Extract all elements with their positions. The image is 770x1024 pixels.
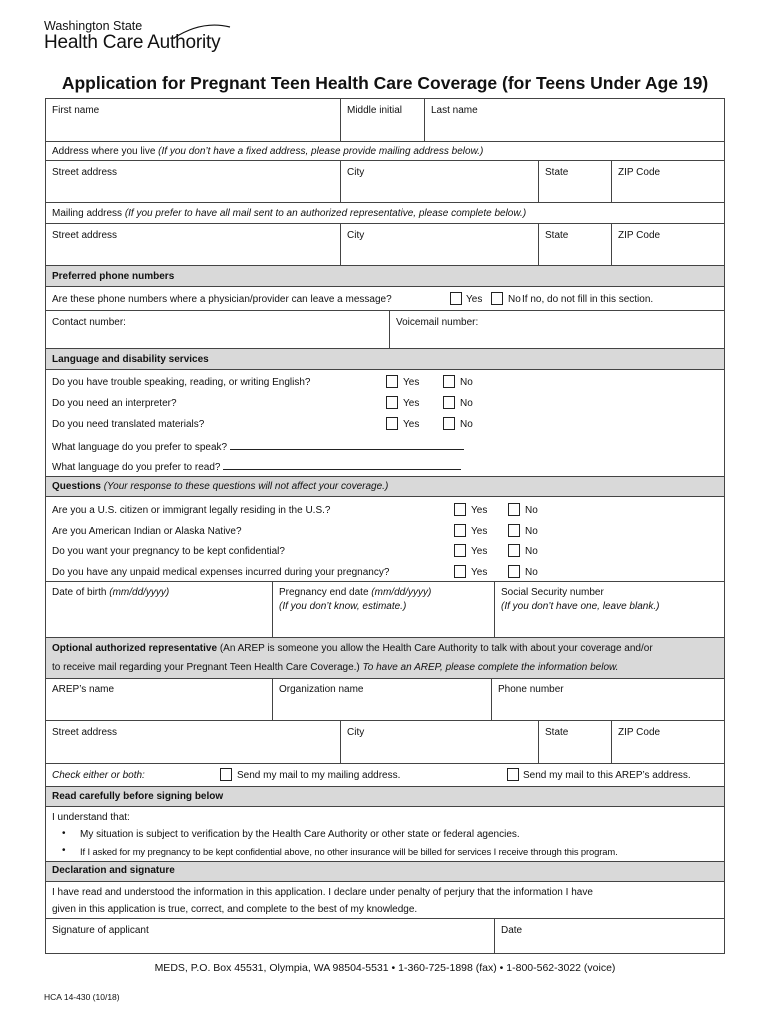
speak-language-row	[52, 439, 464, 454]
declaration-header: Declaration and signature	[52, 865, 175, 876]
last-name-label: Last name	[431, 105, 478, 116]
arep-zip-label: ZIP Code	[618, 727, 661, 738]
confidential-yes-checkbox[interactable]	[454, 544, 466, 557]
dob-label: Date of birth (mm/dd/yyyy)	[52, 587, 170, 598]
send-mail-arep-checkbox[interactable]	[507, 768, 519, 781]
interpreter-yes-checkbox[interactable]	[386, 396, 398, 409]
citizen-question: Are you a U.S. citizen or immigrant legally residing in the U.S.?	[52, 505, 331, 516]
bullet-icon: •	[62, 845, 66, 856]
phone-message-no-label: No	[508, 294, 521, 305]
arep-name-label: AREP’s name	[52, 684, 115, 695]
signature-label: Signature of applicant	[52, 925, 149, 936]
english-trouble-no-label: No	[460, 377, 473, 388]
send-mail-mailing-checkbox[interactable]	[220, 768, 232, 781]
bullet-icon: •	[62, 828, 66, 839]
arep-street-label: Street address	[52, 727, 118, 738]
translated-yes-label: Yes	[403, 419, 420, 430]
mailing-state-label: State	[545, 230, 569, 241]
phone-message-question: Are these phone numbers where a physician/provider can leave a message?	[52, 294, 392, 305]
speak-language-field[interactable]	[230, 439, 464, 450]
form-number: HCA 14-430 (10/18)	[44, 992, 120, 1002]
declaration-line-2: given in this application is true, correct, and complete to the best of my knowledge.	[52, 904, 418, 915]
native-question: Are you American Indian or Alaska Native?	[52, 526, 242, 537]
first-name-label: First name	[52, 105, 100, 116]
mailing-footer: MEDS, P.O. Box 45531, Olympia, WA 98504-5531 • 1-360-725-1898 (fax) • 1-800-562-3022 (voice)	[154, 962, 616, 974]
middle-initial-label: Middle initial	[347, 105, 403, 116]
translated-yes-checkbox[interactable]	[386, 417, 398, 430]
native-no-checkbox[interactable]	[508, 524, 520, 537]
confidential-question: Do you want your pregnancy to be kept confidential?	[52, 546, 285, 557]
read-language-label: What language do you prefer to read?	[52, 462, 221, 473]
arep-org-label: Organization name	[279, 684, 364, 695]
citizen-no-label: No	[525, 505, 538, 516]
phone-message-yes-checkbox[interactable]	[450, 292, 462, 305]
english-trouble-no-checkbox[interactable]	[443, 375, 455, 388]
interpreter-no-label: No	[460, 398, 473, 409]
citizen-no-checkbox[interactable]	[508, 503, 520, 516]
unpaid-no-label: No	[525, 567, 538, 578]
citizen-yes-label: Yes	[471, 505, 488, 516]
send-mail-mailing-label: Send my mail to my mailing address.	[237, 770, 401, 781]
unpaid-no-checkbox[interactable]	[508, 565, 520, 578]
confidential-yes-label: Yes	[471, 546, 488, 557]
date-label: Date	[501, 925, 523, 936]
mailing-street-label: Street address	[52, 230, 118, 241]
confidential-no-label: No	[525, 546, 538, 557]
confidential-no-checkbox[interactable]	[508, 544, 520, 557]
native-yes-checkbox[interactable]	[454, 524, 466, 537]
understand-intro: I understand that:	[52, 812, 130, 823]
translated-no-checkbox[interactable]	[443, 417, 455, 430]
page-title: Application for Pregnant Teen Health Care Coverage (for Teens Under Age 19)	[61, 73, 709, 93]
hca-logo	[44, 20, 220, 53]
unpaid-yes-checkbox[interactable]	[454, 565, 466, 578]
interpreter-no-checkbox[interactable]	[443, 396, 455, 409]
translated-materials-question: Do you need translated materials?	[52, 419, 205, 430]
mailing-address-header: Mailing address (If you prefer to have all mail sent to an authorized representative, please complete below.)	[52, 208, 527, 219]
residence-zip-label: ZIP Code	[618, 167, 661, 178]
application-form	[45, 98, 725, 954]
mailing-zip-label: ZIP Code	[618, 230, 661, 241]
interpreter-yes-label: Yes	[403, 398, 420, 409]
native-yes-label: Yes	[471, 526, 488, 537]
send-mail-arep-label: Send my mail to this AREP’s address.	[523, 770, 691, 781]
residence-state-label: State	[545, 167, 569, 178]
logo-line-1: Washington State	[44, 19, 143, 33]
residence-city-label: City	[347, 167, 365, 178]
understand-bullet-2: If I asked for my pregnancy to be kept confidential above, no other insurance will be billed for services I receive through this program.	[80, 846, 618, 857]
read-language-field[interactable]	[223, 459, 461, 470]
arep-header-line1: Optional authorized representative (An AREP is someone you allow the Health Care Authority to talk with about your coverage and/or	[52, 643, 653, 654]
mailing-city-label: City	[347, 230, 365, 241]
understand-bullet-1: My situation is subject to verification by the Health Care Authority or other state or federal agencies.	[80, 829, 520, 840]
language-section-header: Language and disability services	[52, 354, 209, 365]
residence-street-label: Street address	[52, 167, 118, 178]
phone-message-yes-label: Yes	[466, 294, 483, 305]
arep-header-line2: to receive mail regarding your Pregnant Teen Health Care Coverage.) To have an AREP, please complete the information below.	[52, 662, 619, 673]
phone-message-no-checkbox[interactable]	[491, 292, 503, 305]
logo-swoosh-icon	[172, 24, 232, 40]
ssn-note: (If you don’t have one, leave blank.)	[501, 601, 660, 612]
english-trouble-yes-label: Yes	[403, 377, 420, 388]
arep-phone-label: Phone number	[498, 684, 564, 695]
phone-section-header: Preferred phone numbers	[52, 271, 175, 282]
phone-message-note: If no, do not fill in this section.	[522, 294, 654, 305]
arep-city-label: City	[347, 727, 365, 738]
residence-address-header: Address where you live (If you don’t have a fixed address, please provide mailing address below.)	[52, 146, 484, 157]
contact-number-label: Contact number:	[52, 317, 126, 328]
read-carefully-header: Read carefully before signing below	[52, 791, 224, 802]
speak-language-label: What language do you prefer to speak?	[52, 442, 228, 453]
translated-no-label: No	[460, 419, 473, 430]
english-trouble-question: Do you have trouble speaking, reading, or writing English?	[52, 377, 311, 388]
unpaid-yes-label: Yes	[471, 567, 488, 578]
citizen-yes-checkbox[interactable]	[454, 503, 466, 516]
voicemail-number-label: Voicemail number:	[396, 317, 479, 328]
questions-section-header: Questions (Your response to these questions will not affect your coverage.)	[52, 481, 389, 492]
native-no-label: No	[525, 526, 538, 537]
english-trouble-yes-checkbox[interactable]	[386, 375, 398, 388]
mail-check-label: Check either or both:	[52, 770, 145, 781]
unpaid-expenses-question: Do you have any unpaid medical expenses incurred during your pregnancy?	[52, 567, 390, 578]
ssn-label: Social Security number	[501, 587, 604, 598]
pregnancy-end-note: (If you don’t know, estimate.)	[279, 601, 407, 612]
logo-line-2: Health Care Authority	[44, 32, 221, 53]
declaration-line-1: I have read and understood the information in this application. I declare under penalty of perjury that the information I have	[52, 887, 593, 898]
read-language-row	[52, 459, 461, 474]
pregnancy-end-label: Pregnancy end date (mm/dd/yyyy)	[279, 587, 432, 598]
interpreter-question: Do you need an interpreter?	[52, 398, 177, 409]
arep-state-label: State	[545, 727, 569, 738]
